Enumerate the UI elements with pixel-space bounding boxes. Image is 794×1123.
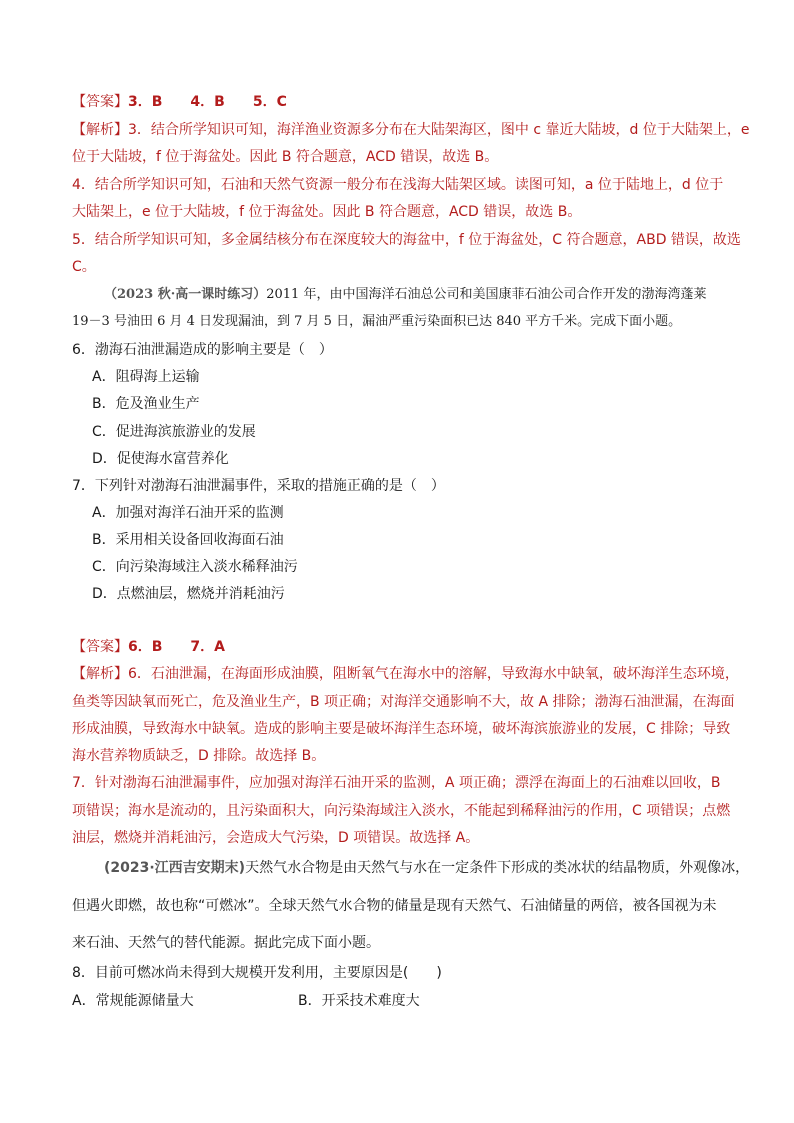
question-source: (2023·江西吉安期末) [104, 860, 246, 876]
question-7: 7．下列针对渤海石油泄漏事件，采取的措施正确的是（ ） [72, 478, 445, 494]
option-6b: B．危及渔业生产 [92, 396, 200, 412]
answer-row-3-5 [72, 92, 287, 112]
answer-label: 【答案】 [72, 94, 128, 110]
analysis-line: 4．结合所学知识可知，石油和天然气资源一般分布在浅海大陆架区域。读图可知，a 位于陆地上，d 位于 [72, 177, 724, 193]
answer-label: 【答案】 [72, 639, 128, 655]
question-intro [104, 858, 749, 878]
intro-text: 天然气水合物是由天然气与水在一定条件下形成的类冰状的结晶物质，外观像冰， [245, 860, 750, 876]
analysis-line: 鱼类等因缺氧而死亡，危及渔业生产，B 项正确；对海洋交通影响不大，故 A 排除；渤海石油泄漏，在海面 [72, 694, 735, 710]
option-8b: B．开采技术难度大 [298, 993, 420, 1009]
analysis-text: 3．结合所学知识可知，海洋渔业资源多分布在大陆架海区，图中 c 靠近大陆坡，d 位于大陆架上，e [128, 122, 750, 138]
option-6d: D．促使海水富营养化 [92, 451, 229, 467]
analysis-line: 大陆架上，e 位于大陆坡，f 位于海盆处。因此 B 符合题意，ACD 错误，故选 B。 [72, 204, 582, 220]
analysis-label: 【解析】 [72, 666, 128, 682]
analysis-line: C。 [72, 259, 96, 275]
question-intro [104, 285, 706, 305]
option-8a: A．常规能源储量大 [72, 993, 194, 1009]
question-source: （2023 秋·高一课时练习） [104, 287, 267, 302]
question-8: 8．目前可燃冰尚未得到大规模开发利用，主要原因是( ) [72, 965, 442, 981]
analysis-line: 油层，燃烧并消耗油污，会造成大气污染，D 项错误。故选择 A。 [72, 830, 480, 846]
option-6a: A．阻碍海上运输 [92, 369, 200, 385]
question-intro-line: 来石油、天然气的替代能源。据此完成下面小题。 [72, 935, 380, 951]
analysis-line: 7．针对渤海石油泄漏事件，应加强对海洋石油开采的监测，A 项正确；漂浮在海面上的石油难以回收，B [72, 775, 721, 791]
answer-row-6-7 [72, 637, 225, 657]
analysis-text: 6．石油泄漏，在海面形成油膜，阻断氧气在海水中的溶解，导致海水中缺氧，破坏海洋生态环境， [128, 666, 739, 682]
option-7a: A．加强对海洋石油开采的监测 [92, 505, 284, 521]
analysis-line [72, 664, 739, 684]
option-7b: B．采用相关设备回收海面石油 [92, 532, 284, 548]
analysis-line: 位于大陆坡，f 位于海盆处。因此 B 符合题意，ACD 错误，故选 B。 [72, 149, 499, 165]
analysis-label: 【解析】 [72, 122, 128, 138]
answer-text: 6．B 7．A [128, 639, 225, 655]
option-6c: C．促进海滨旅游业的发展 [92, 424, 256, 440]
analysis-line: 项错误；海水是流动的，且污染面积大，向污染海域注入淡水，不能起到稀释油污的作用，C 项错误；点燃 [72, 803, 731, 819]
question-6: 6．渤海石油泄漏造成的影响主要是（ ） [72, 342, 333, 358]
question-intro-line: 19－3 号油田 6 月 4 日发现漏油，到 7 月 5 日，漏油严重污染面积已达 840 平方千米。完成下面小题。 [72, 314, 682, 329]
answer-text: 3．B 4．B 5．C [128, 94, 287, 110]
analysis-line: 形成油膜，导致海水中缺氧。造成的影响主要是破坏海洋生态环境，破坏海滨旅游业的发展，C 排除；导致 [72, 721, 731, 737]
question-intro-line: 但遇火即燃，故也称“可燃冰”。全球天然气水合物的储量是现有天然气、石油储量的两倍，被各国视为未 [72, 898, 717, 914]
analysis-line: 5．结合所学知识可知，多金属结核分布在深度较大的海盆中，f 位于海盆处，C 符合题意，ABD 错误，故选 [72, 232, 741, 248]
analysis-line: 海水营养物质缺乏，D 排除。故选择 B。 [72, 748, 326, 764]
analysis-line [72, 120, 749, 140]
option-7d: D．点燃油层，燃烧并消耗油污 [92, 586, 285, 602]
option-7c: C．向污染海域注入淡水稀释油污 [92, 559, 298, 575]
intro-text: 2011 年，由中国海洋石油总公司和美国康菲石油公司合作开发的渤海湾蓬莱 [266, 287, 707, 302]
